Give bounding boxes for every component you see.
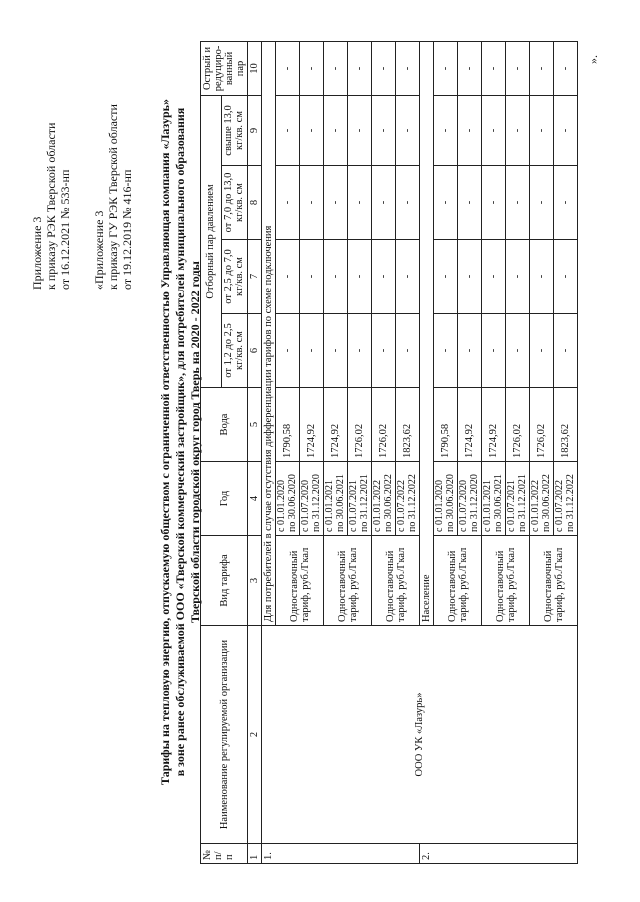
tariff-table bbox=[200, 41, 578, 864]
empty-dash-cell: - bbox=[506, 314, 530, 388]
period-to: по 31.12.2022 bbox=[406, 474, 418, 532]
period-from: с 01.01.2020 bbox=[434, 480, 445, 532]
empty-dash-cell: - bbox=[372, 314, 396, 388]
period-cell bbox=[458, 462, 482, 536]
column-numbers-row bbox=[248, 41, 262, 863]
empty-dash-cell: - bbox=[372, 166, 396, 240]
header-steam: Отборный пар давлением bbox=[201, 95, 222, 387]
water-tariff: 1790,58 bbox=[434, 388, 458, 462]
period-from: с 01.07.2020 bbox=[300, 480, 311, 532]
empty-dash-cell: - bbox=[506, 240, 530, 314]
period-to: по 31.12.2020 bbox=[468, 474, 480, 532]
period-cell bbox=[276, 462, 300, 536]
water-tariff: 1790,58 bbox=[276, 388, 300, 462]
empty-dash-cell: - bbox=[458, 41, 482, 95]
period-cell bbox=[434, 462, 458, 536]
period-to: по 30.06.2020 bbox=[286, 474, 298, 532]
empty-dash-cell: - bbox=[434, 314, 458, 388]
section-number: 1. bbox=[262, 844, 420, 864]
column-number: 10 bbox=[248, 41, 262, 95]
water-tariff: 1724,92 bbox=[482, 388, 506, 462]
header-pressure-4: свыше 13,0 кг/кв. см bbox=[221, 95, 247, 165]
water-tariff: 1823,62 bbox=[396, 388, 420, 462]
period-from: с 01.07.2021 bbox=[348, 480, 359, 532]
column-number: 1 bbox=[248, 844, 262, 864]
period-to: по 30.06.2022 bbox=[382, 474, 394, 532]
header-year: Год bbox=[201, 462, 248, 536]
appendix-line: «Приложение 3 bbox=[92, 210, 106, 290]
empty-dash-cell: - bbox=[300, 314, 324, 388]
empty-dash-cell: - bbox=[348, 166, 372, 240]
empty-dash-cell: - bbox=[348, 314, 372, 388]
empty-dash-cell: - bbox=[458, 95, 482, 165]
title-line: в зоне ранее обслуживаемой ООО «Тверской коммерческий застройщик», для потребителей муниципального образования bbox=[173, 107, 187, 777]
empty-dash-cell: - bbox=[300, 166, 324, 240]
empty-dash-cell: - bbox=[434, 166, 458, 240]
period-cell bbox=[396, 462, 420, 536]
appendix-block-current bbox=[30, 0, 72, 290]
water-tariff: 1726,02 bbox=[348, 388, 372, 462]
empty-dash-cell: - bbox=[396, 95, 420, 165]
period-cell bbox=[324, 462, 348, 536]
column-number: 4 bbox=[248, 462, 262, 536]
empty-dash-cell: - bbox=[276, 41, 300, 95]
period-from: с 01.01.2021 bbox=[324, 480, 335, 532]
appendix-line: Приложение 3 bbox=[30, 216, 44, 290]
header-num: № п/ п bbox=[201, 844, 248, 864]
period-from: с 01.01.2020 bbox=[276, 480, 287, 532]
header-water: Вода bbox=[201, 388, 248, 462]
column-number: 8 bbox=[248, 166, 262, 240]
empty-dash-cell: - bbox=[506, 166, 530, 240]
empty-dash-cell: - bbox=[300, 95, 324, 165]
empty-dash-cell: - bbox=[506, 95, 530, 165]
empty-dash-cell: - bbox=[396, 166, 420, 240]
empty-dash-cell: - bbox=[482, 166, 506, 240]
header-pressure-1: от 1,2 до 2,5 кг/кв. см bbox=[221, 314, 247, 388]
empty-dash-cell: - bbox=[434, 41, 458, 95]
period-cell bbox=[348, 462, 372, 536]
empty-dash-cell: - bbox=[554, 166, 578, 240]
period-cell bbox=[482, 462, 506, 536]
water-tariff: 1726,02 bbox=[372, 388, 396, 462]
empty-dash-cell: - bbox=[324, 314, 348, 388]
empty-dash-cell: - bbox=[348, 95, 372, 165]
empty-dash-cell: - bbox=[482, 240, 506, 314]
empty-dash-cell: - bbox=[276, 314, 300, 388]
period-to: по 30.06.2021 bbox=[334, 474, 346, 532]
empty-dash-cell: - bbox=[372, 240, 396, 314]
empty-dash-cell: - bbox=[554, 95, 578, 165]
header-pressure-3: от 7,0 до 13,0 кг/кв. см bbox=[221, 166, 247, 240]
period-to: по 30.06.2021 bbox=[492, 474, 504, 532]
section-number: 2. bbox=[420, 844, 578, 864]
title-line: Тверской области городской округ город Тверь на 2020 - 2022 годы bbox=[188, 261, 202, 623]
empty-dash-cell: - bbox=[396, 240, 420, 314]
empty-dash-cell: - bbox=[434, 240, 458, 314]
empty-dash-cell: - bbox=[530, 41, 554, 95]
empty-dash-cell: - bbox=[554, 41, 578, 95]
period-from: с 01.07.2022 bbox=[554, 480, 565, 532]
empty-dash-cell: - bbox=[434, 95, 458, 165]
empty-dash-cell: - bbox=[276, 240, 300, 314]
appendix-line: к приказу РЭК Тверской области bbox=[44, 122, 58, 290]
column-number: 9 bbox=[248, 95, 262, 165]
appendix-line: от 19.12.2019 № 416-нп bbox=[120, 169, 134, 290]
appendix-line: к приказу ГУ РЭК Тверской области bbox=[106, 104, 120, 290]
period-to: по 31.12.2021 bbox=[358, 474, 370, 532]
empty-dash-cell: - bbox=[530, 240, 554, 314]
period-from: с 01.01.2021 bbox=[482, 480, 493, 532]
empty-dash-cell: - bbox=[530, 166, 554, 240]
column-number: 2 bbox=[248, 626, 262, 844]
water-tariff: 1724,92 bbox=[300, 388, 324, 462]
column-number: 6 bbox=[248, 314, 262, 388]
water-tariff: 1724,92 bbox=[458, 388, 482, 462]
section-label: Для потребителей в случае отсутствия дифференциации тарифов по схеме подключения bbox=[262, 41, 276, 625]
empty-dash-cell: - bbox=[324, 41, 348, 95]
section-label: Население bbox=[420, 41, 434, 625]
empty-dash-cell: - bbox=[300, 240, 324, 314]
empty-dash-cell: - bbox=[348, 41, 372, 95]
empty-dash-cell: - bbox=[482, 95, 506, 165]
empty-dash-cell: - bbox=[458, 314, 482, 388]
water-tariff: 1724,92 bbox=[324, 388, 348, 462]
period-to: по 31.12.2020 bbox=[310, 474, 322, 532]
period-to: по 31.12.2022 bbox=[564, 474, 576, 532]
period-from: с 01.07.2021 bbox=[506, 480, 517, 532]
empty-dash-cell: - bbox=[530, 95, 554, 165]
tariff-kind: Одноставочный тариф, руб./Гкал bbox=[324, 536, 372, 626]
tariff-kind: Одноставочный тариф, руб./Гкал bbox=[434, 536, 482, 626]
empty-dash-cell: - bbox=[530, 314, 554, 388]
title-line: Тарифы на тепловую энергию, отпускаемую обществом с ограниченной ответственностью Управляющая компания «Лазурь» bbox=[158, 99, 172, 786]
header-org: Наименование регулируемой организации bbox=[201, 626, 248, 844]
tariff-kind: Одноставочный тариф, руб./Гкал bbox=[372, 536, 420, 626]
table-body bbox=[262, 41, 578, 863]
period-to: по 30.06.2020 bbox=[444, 474, 456, 532]
period-to: по 30.06.2022 bbox=[540, 474, 552, 532]
empty-dash-cell: - bbox=[300, 41, 324, 95]
column-number: 7 bbox=[248, 240, 262, 314]
empty-dash-cell: - bbox=[482, 41, 506, 95]
closing-quote: ». bbox=[586, 55, 600, 64]
empty-dash-cell: - bbox=[372, 95, 396, 165]
period-cell bbox=[506, 462, 530, 536]
empty-dash-cell: - bbox=[506, 41, 530, 95]
period-from: с 01.01.2022 bbox=[372, 480, 383, 532]
water-tariff: 1823,62 bbox=[554, 388, 578, 462]
tariff-kind: Одноставочный тариф, руб./Гкал bbox=[276, 536, 324, 626]
tariff-kind: Одноставочный тариф, руб./Гкал bbox=[530, 536, 578, 626]
empty-dash-cell: - bbox=[276, 95, 300, 165]
column-number: 3 bbox=[248, 536, 262, 626]
header-kind: Вид тарифа bbox=[201, 536, 248, 626]
tariff-kind: Одноставочный тариф, руб./Гкал bbox=[482, 536, 530, 626]
period-to: по 31.12.2021 bbox=[516, 474, 528, 532]
header-pressure-2: от 2,5 до 7,0 кг/кв. см bbox=[221, 240, 247, 314]
section-label-row bbox=[262, 41, 276, 863]
empty-dash-cell: - bbox=[396, 314, 420, 388]
period-cell bbox=[530, 462, 554, 536]
appendix-block-original bbox=[92, 0, 134, 290]
water-tariff: 1726,02 bbox=[530, 388, 554, 462]
period-cell bbox=[300, 462, 324, 536]
header-sharp-steam: Острый и редуциро- ванный пар bbox=[201, 41, 248, 95]
water-tariff: 1726,02 bbox=[506, 388, 530, 462]
empty-dash-cell: - bbox=[372, 41, 396, 95]
empty-dash-cell: - bbox=[554, 314, 578, 388]
period-from: с 01.07.2020 bbox=[458, 480, 469, 532]
period-from: с 01.07.2022 bbox=[396, 480, 407, 532]
empty-dash-cell: - bbox=[396, 41, 420, 95]
empty-dash-cell: - bbox=[324, 166, 348, 240]
appendix-line: от 16.12.2021 № 533-нп bbox=[58, 169, 72, 290]
empty-dash-cell: - bbox=[324, 95, 348, 165]
empty-dash-cell: - bbox=[458, 166, 482, 240]
period-cell bbox=[372, 462, 396, 536]
document-title bbox=[158, 52, 203, 832]
empty-dash-cell: - bbox=[276, 166, 300, 240]
period-from: с 01.01.2022 bbox=[530, 480, 541, 532]
empty-dash-cell: - bbox=[348, 240, 372, 314]
period-cell bbox=[554, 462, 578, 536]
empty-dash-cell: - bbox=[554, 240, 578, 314]
org-name: ООО УК «Лазурь» bbox=[262, 626, 578, 844]
column-number: 5 bbox=[248, 388, 262, 462]
empty-dash-cell: - bbox=[482, 314, 506, 388]
empty-dash-cell: - bbox=[324, 240, 348, 314]
empty-dash-cell: - bbox=[458, 240, 482, 314]
